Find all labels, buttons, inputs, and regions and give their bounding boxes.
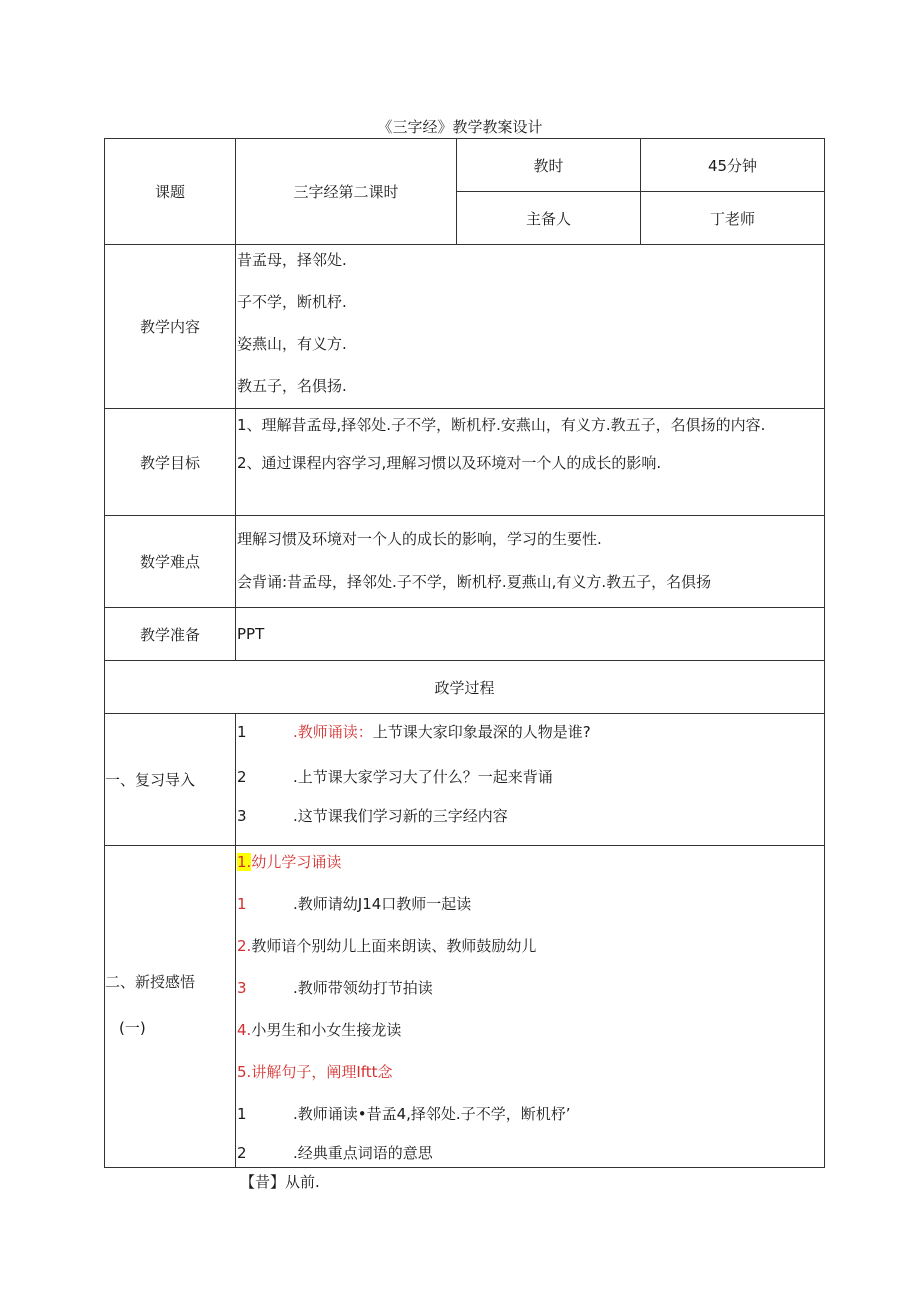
goal-line: 1、理解昔孟母,择邻处.子不学，断机杼.安燕山，有义方.教五子，名俱扬的内容.: [237, 416, 766, 434]
row-new-lesson: [105, 846, 825, 1168]
row-subject: [105, 139, 825, 192]
review-item: [237, 798, 824, 838]
item-text: .这节课我们学习新的三字经内容: [293, 807, 508, 825]
label-difficulty: 数学难点: [105, 516, 236, 608]
item-text-red: .教师诵读：: [293, 723, 373, 741]
label-new-lesson: 二、新授感悟: [105, 973, 196, 991]
new-lesson-item: [237, 972, 824, 1014]
row-review: [105, 714, 825, 846]
item-number: 2: [237, 768, 247, 786]
label-prep: 教学准备: [105, 608, 236, 661]
item-number: 1: [237, 1105, 247, 1123]
hours-value: 45分钟: [641, 139, 825, 192]
difficulty-line: 理解习惯及环境对一个人的成长的影响，学习的生要性.: [237, 530, 602, 548]
row-content: [105, 245, 825, 409]
heading-text: 幼儿学习诵读: [251, 853, 342, 871]
new-lesson-item: [237, 1098, 824, 1140]
new-lesson-item: [237, 1140, 824, 1166]
new-lesson-item: [237, 1056, 824, 1098]
item-text: 教师谙个别幼儿上面来朗读、教师鼓励幼儿: [251, 937, 537, 955]
item-number: 1: [237, 895, 247, 913]
item-text: 讲解句子，阐理Iftt念: [251, 1063, 393, 1081]
label-content: 教学内容: [105, 245, 236, 409]
document-title: 《三字经》教学教案设计: [377, 118, 543, 136]
content-cell: [236, 245, 825, 409]
label-goals: 教学目标: [105, 409, 236, 516]
lesson-plan-table: [104, 138, 825, 1168]
item-number: 3: [237, 807, 247, 825]
label-subject: 课题: [105, 139, 236, 245]
item-number: 5.: [237, 1063, 252, 1081]
subject-value: 三字经第二课时: [236, 139, 457, 245]
review-item: [237, 756, 824, 798]
new-lesson-item: [237, 888, 824, 930]
label-new-lesson-cell: [105, 846, 236, 1168]
row-goals: [105, 409, 825, 516]
difficulty-cell: [236, 516, 825, 608]
prep-value: PPT: [236, 608, 825, 661]
label-hours: 教时: [457, 139, 641, 192]
heading-number: 1.: [237, 853, 252, 871]
label-review: 一、复习导入: [105, 714, 236, 846]
label-preparer: 主备人: [457, 192, 641, 245]
item-number: 1: [237, 723, 247, 741]
item-text: .经典重点词语的意思: [293, 1144, 433, 1162]
row-prep: [105, 608, 825, 661]
goal-line: 2、通过课程内容学习,理解习惯以及环境对一个人的成长的影响.: [237, 454, 662, 472]
item-number: 2.: [237, 937, 252, 955]
content-line: 昔孟母，择邻处.: [237, 251, 347, 269]
item-text: 小男生和小女生接龙读: [251, 1021, 402, 1039]
item-text: .上节课大家学习大了什么？一起来背诵: [293, 768, 553, 786]
footer-note: 【昔】从前.: [240, 1173, 320, 1191]
content-line: 教五子，名俱扬.: [237, 377, 347, 395]
label-new-lesson-sub: (一): [119, 1019, 146, 1037]
content-line: 子不学，断机杼.: [237, 293, 347, 311]
item-text: .教师诵读•昔孟4,择邻处.子不学，断机杼’: [293, 1105, 571, 1123]
preparer-value: 丁老师: [641, 192, 825, 245]
review-cell: [236, 714, 825, 846]
goals-cell: [236, 409, 825, 516]
process-header: 政学过程: [105, 661, 825, 714]
item-number: 4.: [237, 1021, 252, 1039]
item-number: 2: [237, 1144, 247, 1162]
difficulty-line: 会背诵:昔孟母，择邻处.子不学，断机杼.夏燕山,有义方.教五子，名俱扬: [237, 573, 712, 591]
new-lesson-item: [237, 1014, 824, 1056]
new-lesson-heading: [237, 846, 824, 888]
content-line: 姿燕山，有义方.: [237, 335, 347, 353]
row-process-header: [105, 661, 825, 714]
item-text: 上节课大家印象最深的人物是谁?: [372, 723, 591, 741]
item-text: .教师带领幼打节拍读: [293, 979, 433, 997]
new-lesson-cell: [236, 846, 825, 1168]
review-item: [237, 714, 824, 756]
new-lesson-item: [237, 930, 824, 972]
item-number: 3: [237, 979, 247, 997]
row-difficulty: [105, 516, 825, 608]
item-text: .教师请幼J14口教师一起读: [293, 895, 472, 913]
